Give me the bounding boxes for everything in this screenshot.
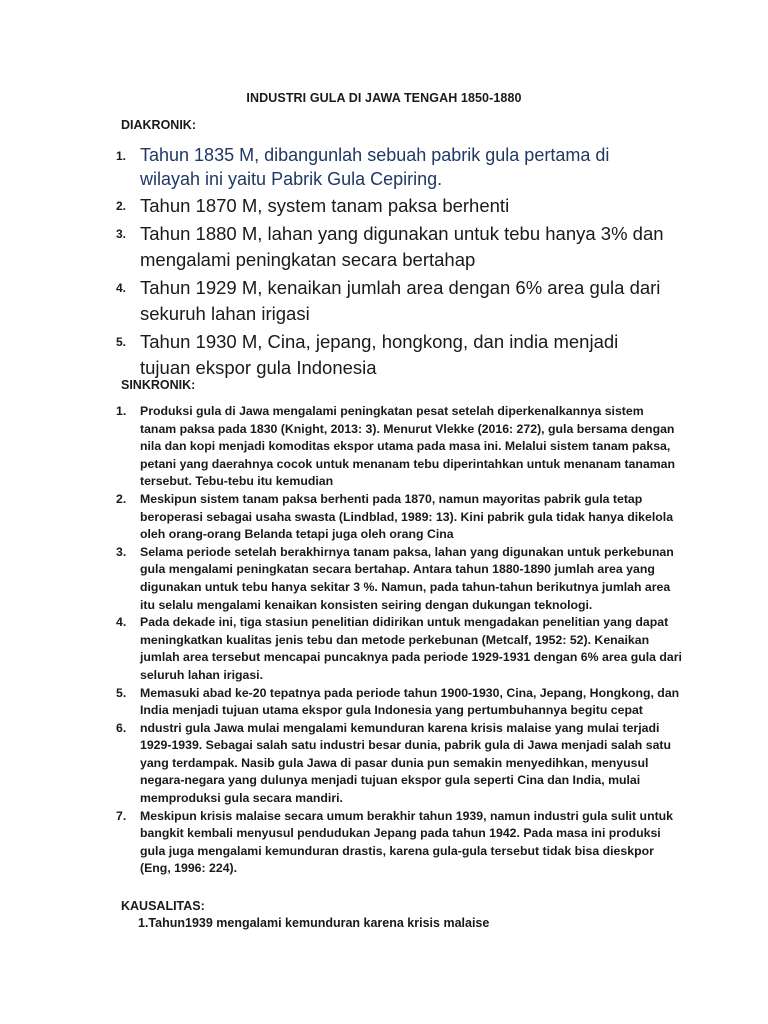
- item-number: 5.: [116, 335, 127, 349]
- sinkronik-item: [112, 614, 682, 684]
- diakronik-item: [112, 193, 672, 219]
- item-number: 3.: [116, 544, 127, 559]
- item-number: 6.: [116, 720, 127, 735]
- diakronik-item: [112, 221, 672, 273]
- item-text: Pada dekade ini, tiga stasiun penelitian didirikan untuk mengadakan penelitian yang dapat meningkatkan kualitas jenis tebu dan metode perkebunan (Metcalf, 1952: 52). Kenaikan jumlah area tersebut mencapai puncaknya pada periode 1929-1931 dengan 6% area gula dari seluruh lahan irigasi.: [140, 615, 682, 682]
- item-text: Tahun 1929 M, kenaikan jumlah area dengan 6% area gula dari sekuruh lahan irigasi: [140, 277, 661, 324]
- item-number: 1.: [116, 404, 127, 418]
- item-text: Memasuki abad ke-20 tepatnya pada periode tahun 1900-1930, Cina, Jepang, Hongkong, dan India menjadi tujuan utama ekspor gula Indonesia yang pertumbuhannya begitu cepat: [140, 685, 680, 718]
- sinkronik-item: [112, 720, 682, 808]
- kausalitas-text: 1.Tahun1939 mengalami kemunduran karena krisis malaise: [138, 916, 490, 930]
- sinkronik-item: [112, 808, 682, 878]
- sinkronik-item: [112, 491, 682, 544]
- sinkronik-item: [112, 685, 682, 720]
- sinkronik-item: [112, 403, 682, 491]
- item-number: 5.: [116, 685, 127, 700]
- item-number: 4.: [116, 615, 127, 630]
- item-number: 1.: [116, 149, 127, 163]
- item-number: 2.: [116, 199, 127, 213]
- document-title: INDUSTRI GULA DI JAWA TENGAH 1850-1880: [246, 91, 522, 105]
- item-text: Tahun 1930 M, Cina, jepang, hongkong, dan india menjadi tujuan ekspor gula Indonesia: [140, 331, 619, 378]
- item-text-rest: dibangunlah sebuah pabrik gula pertama di wilayah ini yaitu Pabrik Gula Cepiring.: [140, 145, 610, 189]
- item-number: 7.: [116, 808, 127, 823]
- diakronik-heading: DIAKRONIK:: [121, 118, 196, 132]
- diakronik-list: [112, 143, 672, 383]
- item-text: Produksi gula di Jawa mengalami peningkatan pesat setelah diperkenalkannya sistem tanam paksa pada 1830 (Knight, 2013: 3). Menurut Vlekke (2016: 272), gula bersama dengan nila dan kopi menjadi komoditas ekspor utama pada masa ini. Melalui sistem tanam paksa, petani yang daerahnya cocok untuk menanam tebu diperintahkan untuk menanam tanaman tersebut. Tebu-tebu itu kemudian: [140, 404, 676, 489]
- item-text: [140, 145, 609, 189]
- item-year: Tahun 1835 M,: [140, 145, 260, 165]
- diakronik-item: [112, 275, 672, 327]
- sinkronik-list: [112, 403, 682, 878]
- item-number: 2.: [116, 491, 127, 506]
- item-number: 4.: [116, 281, 127, 295]
- sinkronik-item: [112, 544, 682, 614]
- diakronik-item: [112, 329, 672, 381]
- item-text: ndustri gula Jawa mulai mengalami kemunduran karena krisis malaise yang mulai terjadi 1929-1939. Sebagai salah satu industri besar dunia, pabrik gula di Jawa menjadi salah satu yang terdampak. Nasib gula Jawa di pasar dunia pun semakin menyedihkan, menyusul negara-negara yang dulunya menjadi tujuan ekspor gula seperti Cina dan India, mulai memproduksi gula secara mandiri.: [140, 720, 672, 806]
- item-number: 3.: [116, 227, 127, 241]
- sinkronik-heading: SINKRONIK:: [121, 378, 196, 392]
- item-text: Meskipun sistem tanam paksa berhenti pada 1870, namun mayoritas pabrik gula tetap beroperasi sebagai usaha swasta (Lindblad, 1989: 13). Kini pabrik gula tidak hanya dikelola oleh orang-orang Belanda tetapi juga oleh orang Cina: [140, 491, 674, 542]
- item-text: Tahun 1880 M, lahan yang digunakan untuk tebu hanya 3% dan mengalami peningkatan secara bertahap: [140, 223, 664, 270]
- item-text: Selama periode setelah berakhirnya tanam paksa, lahan yang digunakan untuk perkebunan gula mengalami peningkatan secara bertahap. Antara tahun 1880-1890 jumlah area yang digunakan untuk tebu hanya sekitar 3 %. Namun, pada tahun-tahun berikutnya jumlah area itu selalu mengalami kenaikan konsisten seiring dengan dukungan teknologi.: [140, 544, 674, 612]
- item-text: Tahun 1870 M, system tanam paksa berhenti: [140, 195, 510, 216]
- item-text: Meskipun krisis malaise secara umum berakhir tahun 1939, namun industri gula sulit untuk bangkit kembali menyusul pendudukan Jepang pada tahun 1942. Pada masa ini produksi gula juga mengalami kemunduran drastis, karena gula-gula tersebut tidak bisa dieskpor (Eng, 1996: 224).: [140, 808, 674, 876]
- diakronik-item: [112, 143, 672, 191]
- kausalitas-heading: KAUSALITAS:: [121, 899, 205, 913]
